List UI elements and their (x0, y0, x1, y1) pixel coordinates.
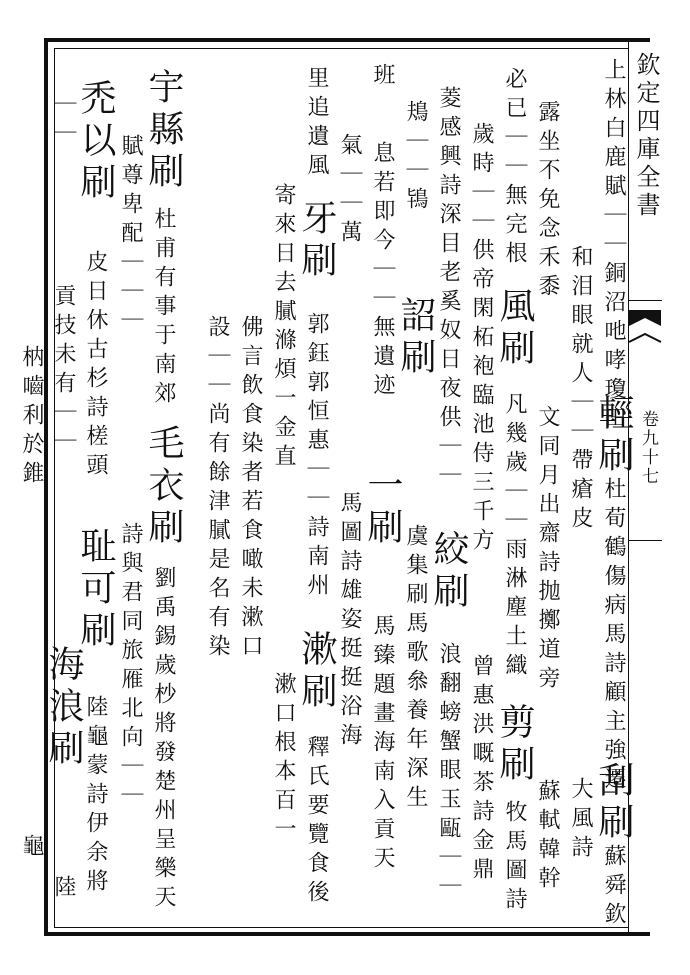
text-column (593, 58, 634, 931)
text-column (466, 58, 496, 920)
entry-text: 劉禹錫歲杪將發楚州呈樂天 (151, 566, 176, 914)
entry-text: 必已｜｜無完根 (502, 66, 527, 270)
entry-headword: 剪刷 (494, 702, 535, 787)
fishtail-ornament (628, 306, 662, 346)
entry-text: 曾惠洪嘅茶詩金鼎 (469, 654, 494, 886)
entry-text: 設｜｜尚有餘津膩是名有染 (205, 315, 230, 663)
entry-text: 漱口根本百一 (271, 671, 296, 846)
entry-text: 陸 (51, 874, 76, 904)
entry-text: 詩與君同旅雁北向｜｜ (118, 521, 143, 812)
entry-text: 浪翻螃蟹眼玉甌｜｜ (436, 641, 461, 903)
text-column (75, 58, 116, 920)
entry-headword: 風刷 (494, 286, 535, 371)
entry-text: 龜 (19, 833, 44, 863)
entry-headword: 海浪刷 (43, 645, 84, 771)
entry-text: 杜甫有事于南郊 (151, 207, 176, 410)
entry-headword: 詔刷 (395, 296, 436, 380)
banner-volume: 卷九十七 (638, 410, 658, 486)
text-column (235, 58, 265, 920)
entry-text: ｜｜ (51, 91, 76, 150)
entry-text: 枘嚙利於錐 (19, 344, 44, 490)
banner-rule-top (628, 300, 662, 301)
text-column (362, 58, 403, 920)
entry-text: 蘇軾韓幹 (535, 779, 560, 895)
entry-headword: 禿以刷 (75, 79, 116, 205)
entry-text: 鳺｜｜鴇 (403, 100, 428, 216)
entry-text: 和泪眼就人｜｜帶瘡皮 (568, 244, 593, 535)
text-column (16, 58, 46, 920)
entry-text: 菱感興詩深目老奚奴日夜供｜｜ (436, 85, 461, 492)
entry-text: 郭鈺郭恒惠｜｜詩南州 (304, 311, 329, 602)
entry-text: 杜荀鶴傷病馬詩顧主強遷 (601, 477, 626, 796)
entry-text: 陸龜蒙詩伊余將 (83, 695, 108, 898)
entry-text: 賦尊卑配｜｜｜ (118, 134, 143, 337)
text-column (395, 58, 436, 920)
entry-text: 皮日休古杉詩槎頭 (83, 250, 108, 482)
entry-text: 大風詩 (568, 777, 593, 864)
entry-text: 佛言飲食染者若食噉未漱口 (238, 315, 263, 663)
text-column (296, 58, 337, 920)
entry-headword: 漱刷 (296, 630, 337, 714)
entry-text: 歲時｜｜供帝閑柘袍臨池侍三千方 (469, 121, 494, 557)
text-column (143, 58, 184, 920)
text-column (268, 58, 298, 920)
entry-headword: 一刷 (362, 466, 403, 550)
entry-text: 馬圖詩雄姿挺挺浴海 (337, 491, 362, 752)
entry-text: 蘇舜欽 (601, 844, 626, 931)
entry-text: 貢技未有｜｜ (51, 283, 76, 458)
text-column (43, 58, 84, 920)
entry-text: 馬臻題畫海南入貢天 (370, 614, 395, 875)
entry-headword: 牙刷 (296, 199, 337, 283)
banner-rule-bottom (628, 540, 662, 541)
entry-text: 露坐不免念禾黍 (535, 100, 560, 303)
text-column (428, 58, 469, 920)
entry-text: 文同月出齋詩抛擲道旁 (535, 405, 560, 695)
entry-headword: 刮刷 (593, 761, 634, 845)
entry-headword: 耻可刷 (75, 527, 116, 653)
banner-title: 欽定四庫全書 (632, 52, 660, 220)
entry-text: 凡幾歲｜｜雨淋塵土織 (502, 391, 527, 682)
entry-text: 息若即今｜｜無遺迹 (370, 141, 395, 402)
text-column (494, 58, 535, 920)
entry-text: 牧馬圖詩 (502, 800, 527, 916)
text-column (532, 58, 562, 920)
entry-text: 班 (370, 63, 395, 92)
entry-text: 虞集刷馬歌叅養年深生 (403, 523, 428, 814)
text-column (334, 58, 364, 920)
entry-text: 氣｜｜萬 (337, 132, 362, 249)
entry-text: 釋氏要覽食後 (304, 735, 329, 909)
entry-headword: 輕刷 (593, 394, 634, 478)
entry-headword: 毛衣刷 (143, 423, 184, 550)
entry-text: 里追遺風 (304, 65, 329, 182)
entry-headword: 宇縣刷 (143, 67, 184, 194)
entry-headword: 絞刷 (428, 529, 469, 614)
text-column (202, 58, 232, 920)
entry-text: 上林白鹿賦｜｜銅沼吔哮瓊田 (601, 58, 626, 435)
text-column (115, 58, 145, 920)
entry-text: 寄來日去膩滌煩一金直 (271, 182, 296, 473)
text-column (565, 58, 595, 920)
